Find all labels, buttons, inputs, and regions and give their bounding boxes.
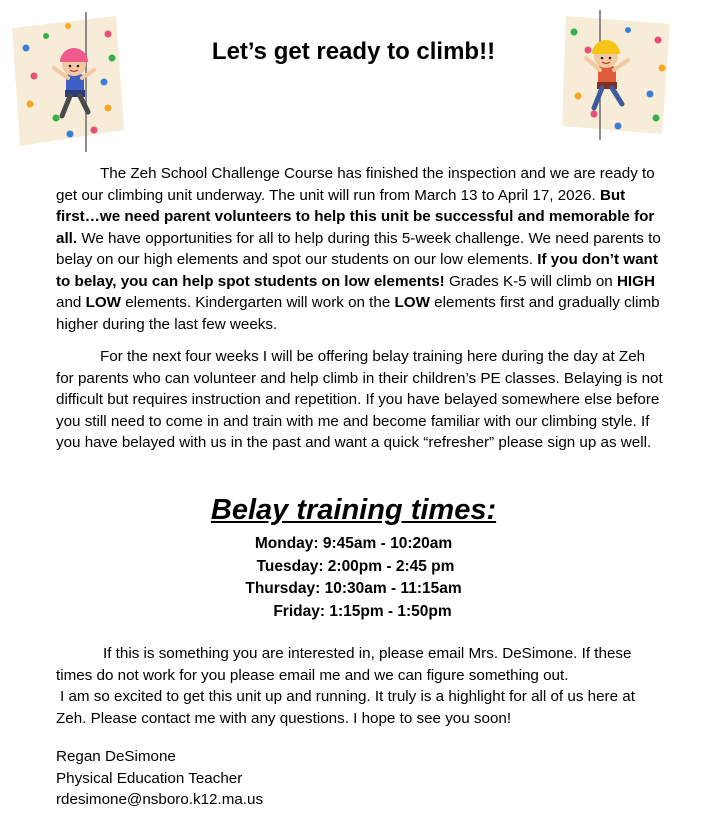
closing-paragraph — [56, 643, 666, 729]
intro-bold-3: HIGH — [616, 272, 655, 290]
page-title: Let’s get ready to climb!! — [211, 38, 496, 65]
schedule-item-tuesday: Tuesday: 2:00pm - 2:45 pm — [256, 557, 455, 575]
intro-text-6: elements first and gradually climb higher during the last few weeks. — [56, 294, 660, 333]
intro-text-4: and — [56, 294, 86, 311]
intro-paragraph — [56, 163, 666, 335]
intro-bold-5: LOW — [394, 294, 430, 311]
climbing-boy-yellow-helmet-icon — [560, 10, 678, 140]
schedule-title: Belay training times: — [210, 494, 497, 526]
signature-block — [56, 746, 263, 811]
intro-text-2: We have opportunities for all to help during this 5-week challenge. We need parents to belay on our high elements and spot our students on our low elements. — [56, 229, 661, 268]
signature-name: Regan DeSimone — [56, 748, 176, 765]
schedule-item-monday: Monday: 9:45am - 10:20am — [254, 535, 453, 552]
intro-text-5: elements. Kindergarten will work on the — [121, 294, 395, 311]
intro-bold-2: If you don’t want to belay, you can help spot students on low elements! — [56, 251, 658, 290]
training-text: For the next four weeks I will be offering belay training here during the day at Zeh for parents who can volunteer and help climb in their children’s PE classes. Belaying is not difficult but requires instruction and repetition. If you have belayed somewhere else before you still need to come in and train with me and become familiar with our climbing style. If you have belayed with us in the past and want a quick “refresher” please sign up as well. — [56, 348, 663, 451]
signature-email[interactable]: rdesimone@nsboro.k12.ma.us — [56, 791, 264, 808]
intro-text-1: The Zeh School Challenge Course has finished the inspection and we are ready to get our climbing unit underway. The unit will run from March 13 to April 17, 2026. — [56, 165, 655, 204]
schedule-list — [0, 533, 707, 623]
schedule-item-friday: Friday: 1:15pm - 1:50pm — [273, 602, 452, 620]
intro-bold-4: LOW — [85, 294, 121, 311]
intro-text-3: Grades K-5 will climb on — [444, 272, 617, 290]
signature-role: Physical Education Teacher — [56, 769, 243, 787]
closing-line-1: If this is something you are interested in, please email Mrs. DeSimone. If these times do not work for you please email me and we can figure something out. — [56, 645, 632, 684]
intro-bold-1: But first…we need parent volunteers to help this unit be successful and memorable for all. — [56, 186, 655, 247]
climbing-girl-pink-helmet-icon — [8, 12, 126, 152]
closing-line-2: I am so excited to get this unit up and running. It truly is a highlight for all of us here at Zeh. Please contact me with any questions. I hope to see you soon! — [56, 688, 635, 727]
schedule-item-thursday: Thursday: 10:30am - 11:15am — [245, 580, 462, 597]
training-paragraph — [56, 346, 666, 454]
